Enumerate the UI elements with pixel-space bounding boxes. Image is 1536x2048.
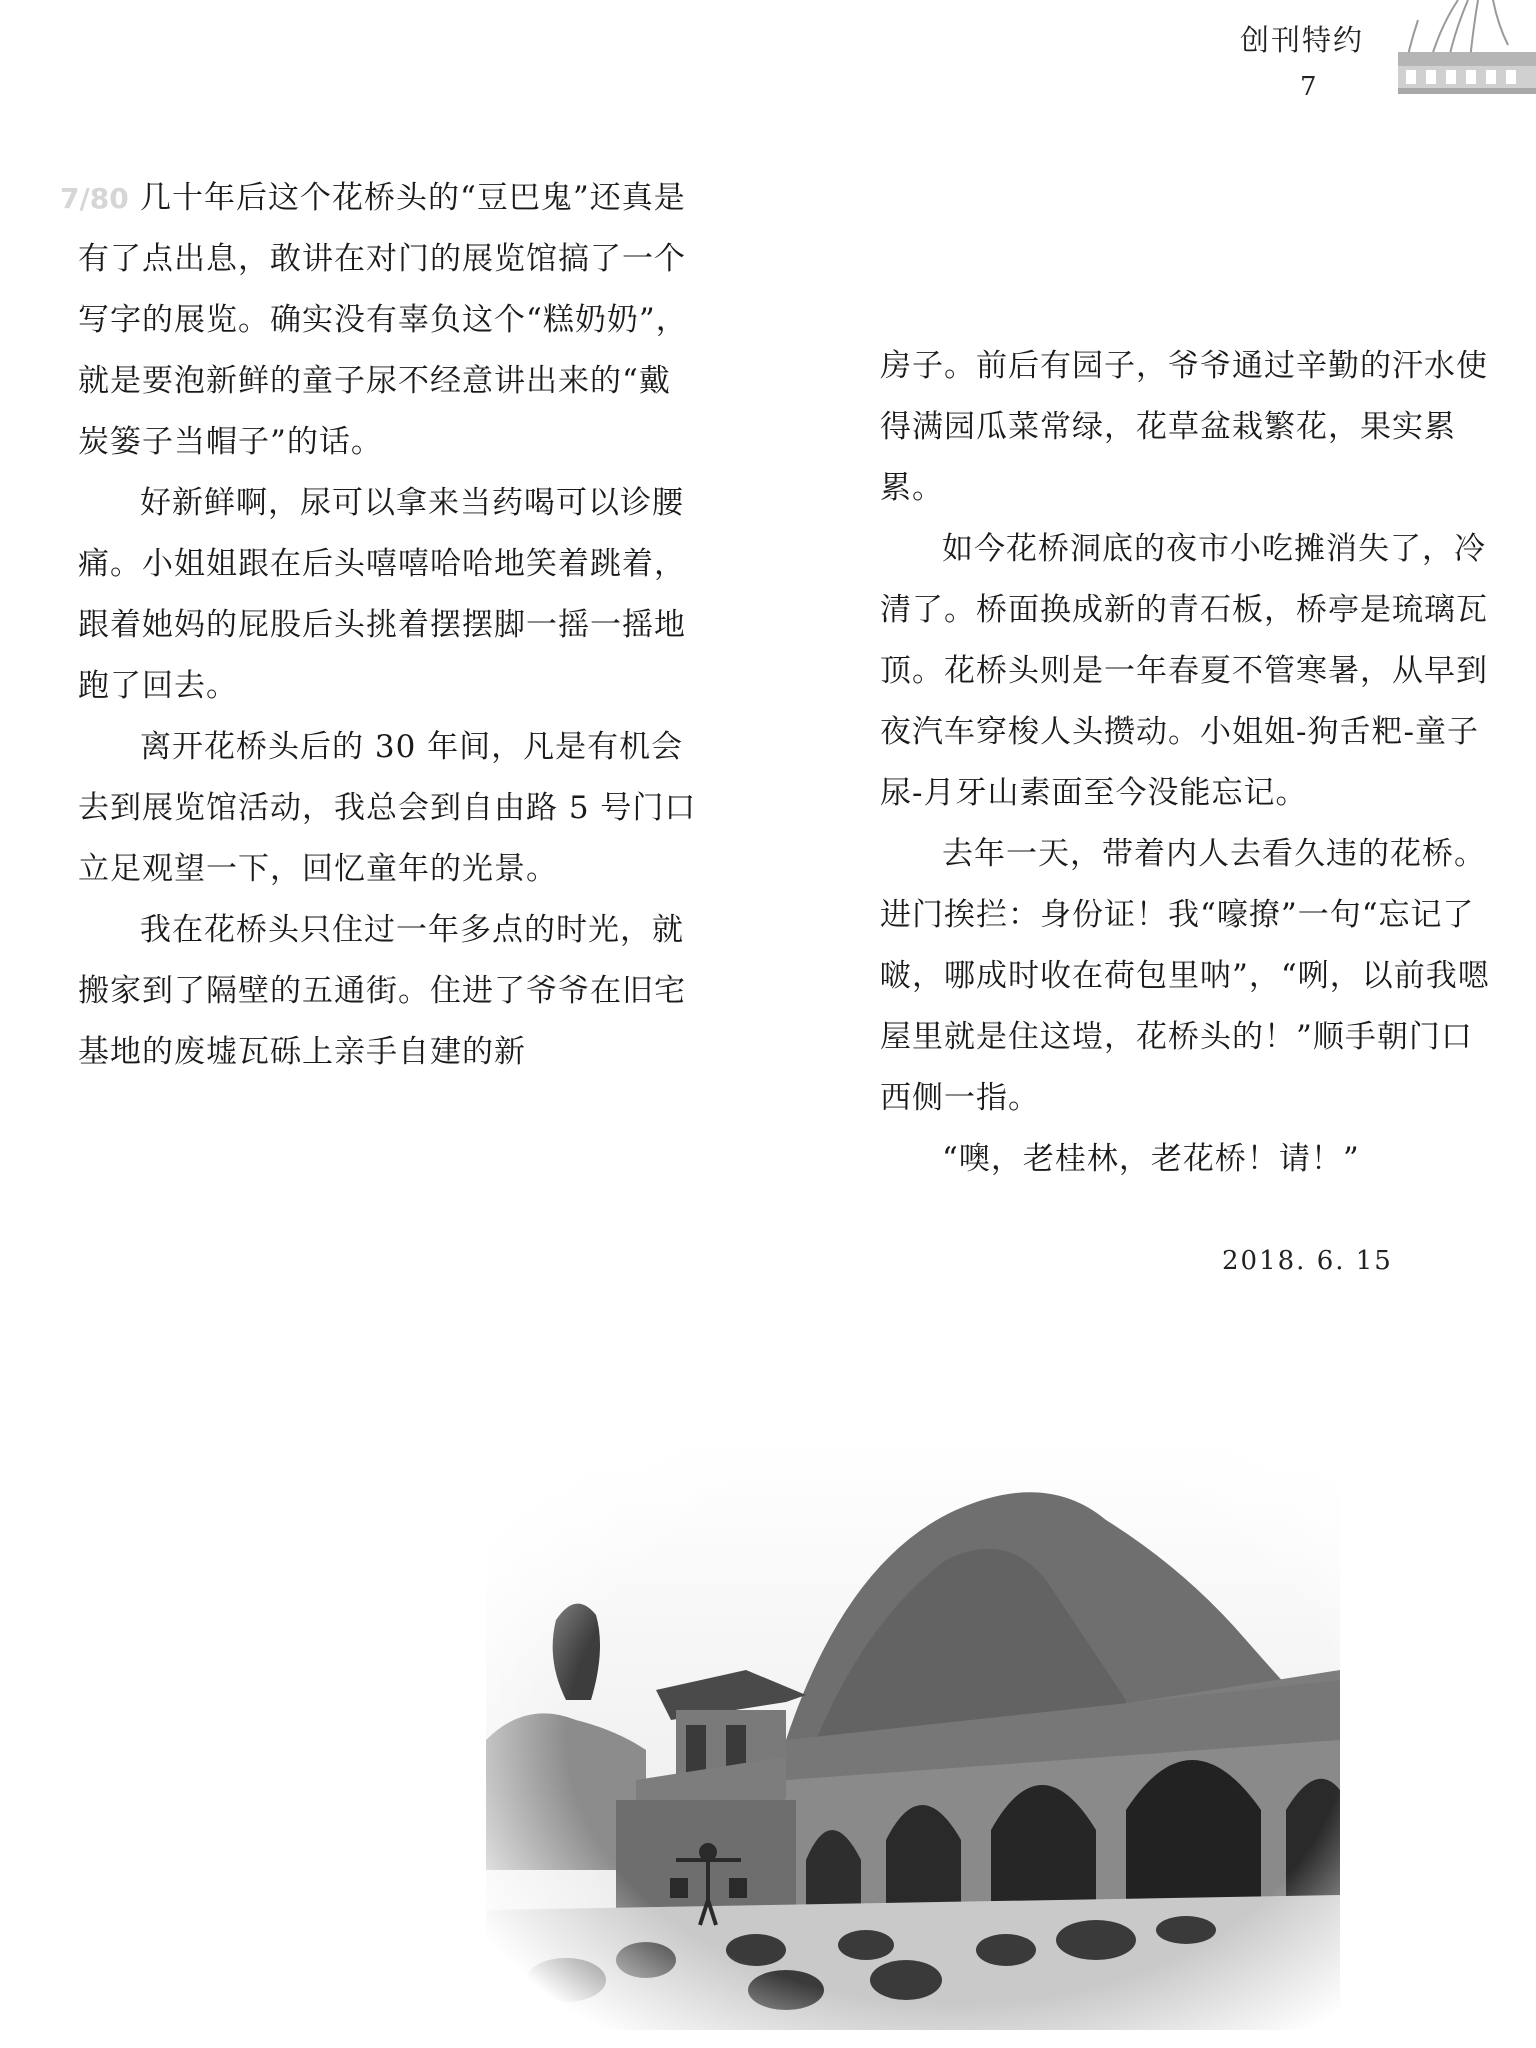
paragraph: 我在花桥头只住过一年多点的时光，就搬家到了隔壁的五通街。住进了爷爷在旧宅基地的废墟瓦砾上亲手自建的新 [78, 912, 686, 1070]
paragraph: 几十年后这个花桥头的“豆巴鬼”还真是有了点出息，敢讲在对门的展览馆搞了一个写字的展览。确实没有辜负这个“糕奶奶”，就是要泡新鲜的童子尿不经意讲出来的“戴炭篓子当帽子”的话。 [78, 180, 688, 460]
page-number: 7 [1300, 72, 1317, 102]
paragraph: 去年一天，带着内人去看久违的花桥。进门挨拦：身份证！我“嚎撩”一句“忘记了啵，哪成时收在荷包里呐”，“咧，以前我嗯屋里就是住这塏，花桥头的！”顺手朝门口西侧一指。 [880, 836, 1490, 1116]
left-text-column [78, 168, 698, 1083]
paragraph: 好新鲜啊，尿可以拿来当药喝可以诊腰痛。小姐姐跟在后头嘻嘻哈哈地笑着跳着，跟着她妈的屁股后头挑着摆摆脚一摇一摇地跑了回去。 [78, 485, 686, 704]
right-text-column [880, 336, 1498, 1190]
paragraph: 房子。前后有园子，爷爷通过辛勤的汗水使得满园瓜菜常绿，花草盆栽繁花，果实累累。 [880, 348, 1488, 506]
article-date: 2018. 6. 15 [1222, 1246, 1393, 1276]
paragraph: “噢，老桂林，老花桥！请！” [942, 1141, 1360, 1177]
paragraph: 离开花桥头后的 30 年间，凡是有机会去到展览馆活动，我总会到自由路 5 号门口立足观望一下，回忆童年的光景。 [78, 729, 697, 887]
section-title: 创刊特约 [1240, 23, 1365, 57]
paragraph: 如今花桥洞底的夜市小吃摊消失了，冷清了。桥面换成新的青石板，桥亭是琉璃瓦顶。花桥头则是一年春夏不管寒暑，从早到夜汽车穿梭人头攒动。小姐姐-狗舌粑-童子尿-月牙山素面至今没能忘记。 [880, 531, 1488, 811]
stone-arch-bridge-photo [486, 1440, 1340, 2030]
page-counter: 7/80 [60, 182, 129, 215]
bridge-decoration-icon [1398, 0, 1536, 100]
